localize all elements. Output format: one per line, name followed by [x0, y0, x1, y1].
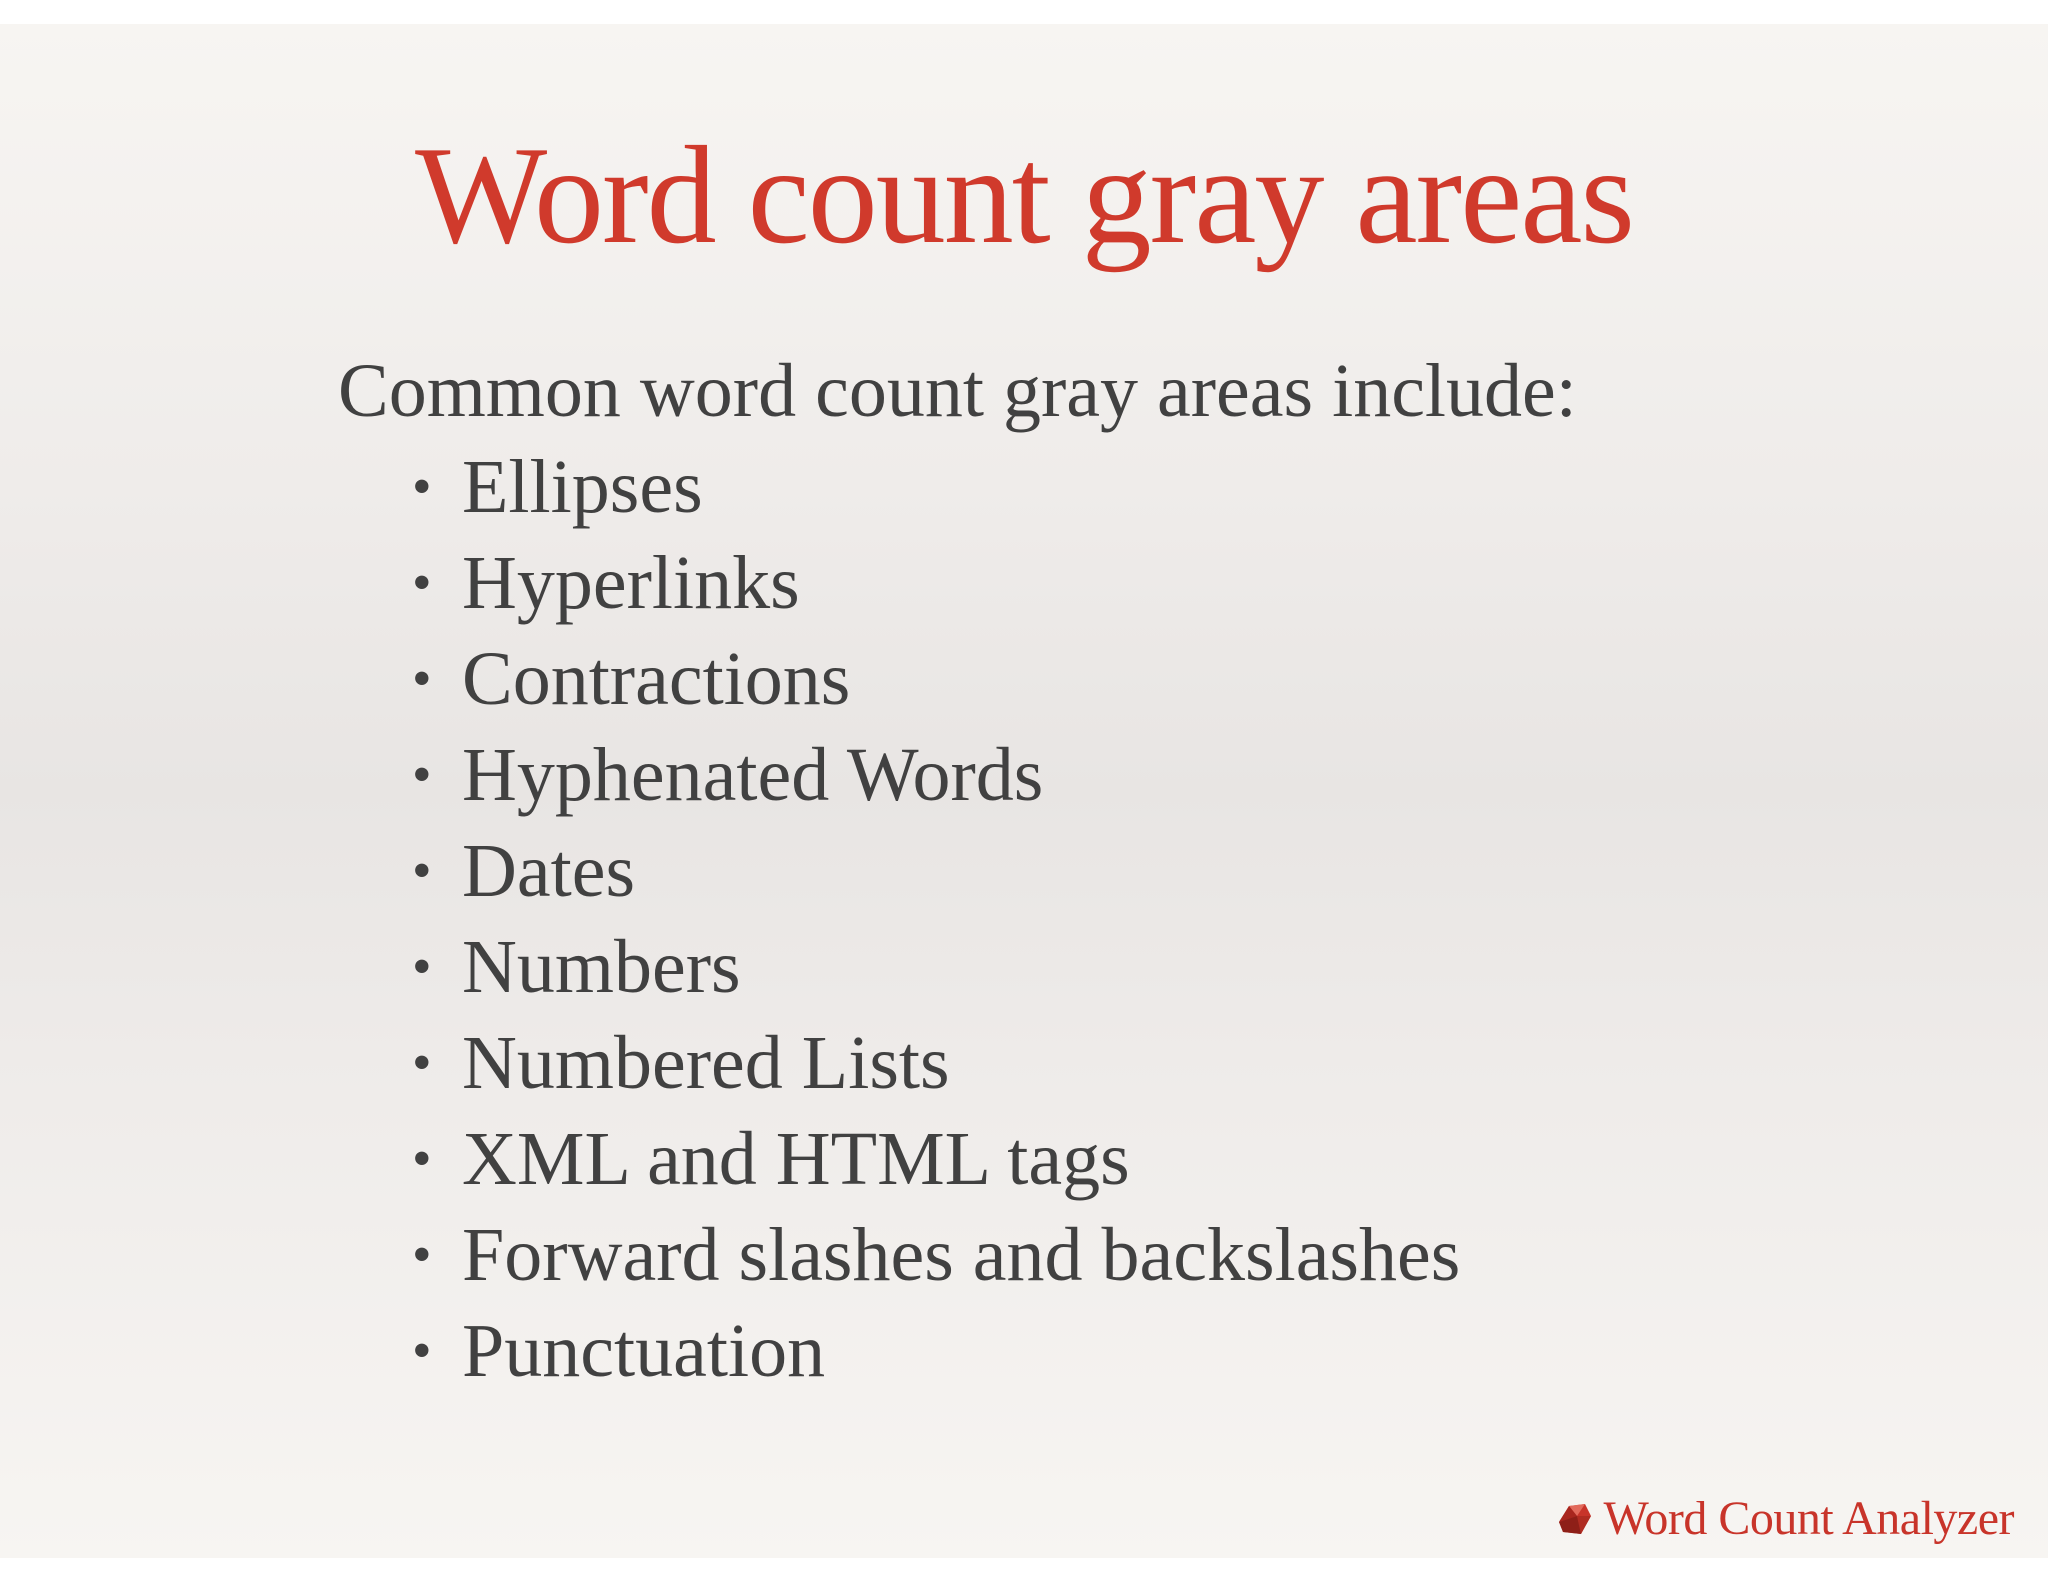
bullet-icon: •: [412, 1032, 432, 1094]
bullet-icon: •: [412, 552, 432, 614]
bullet-list: [412, 439, 1460, 1399]
list-item-label: Dates: [462, 829, 636, 913]
list-item-label: Numbers: [462, 925, 741, 1009]
bullet-icon: •: [412, 1224, 432, 1286]
bullet-icon: •: [412, 648, 432, 710]
bullet-icon: •: [412, 744, 432, 806]
list-item: [412, 727, 1460, 823]
list-item-label: Contractions: [462, 637, 851, 721]
list-item: [412, 631, 1460, 727]
list-item-label: Hyperlinks: [462, 541, 800, 625]
intro-text: Common word count gray areas include:: [338, 349, 1577, 433]
bullet-icon: •: [412, 936, 432, 998]
brand-footer: [1555, 1491, 2014, 1546]
bullet-icon: •: [412, 840, 432, 902]
list-item: [412, 1207, 1460, 1303]
bullet-icon: •: [412, 1128, 432, 1190]
red-gem-logo-icon: [1555, 1502, 1593, 1536]
list-item: [412, 1303, 1460, 1399]
list-item: [412, 823, 1460, 919]
list-item-label: Numbered Lists: [462, 1021, 950, 1105]
list-item-label: Ellipses: [462, 445, 703, 529]
list-item-label: Forward slashes and backslashes: [462, 1213, 1461, 1297]
list-item-label: Punctuation: [462, 1309, 826, 1393]
bullet-icon: •: [412, 1320, 432, 1382]
list-item: [412, 439, 1460, 535]
bullet-icon: •: [412, 456, 432, 518]
slide: [0, 24, 2048, 1558]
list-item-label: XML and HTML tags: [462, 1117, 1130, 1201]
list-item: [412, 1111, 1460, 1207]
slide-title: Word count gray areas: [415, 118, 1633, 273]
brand-name: Word Count Analyzer: [1603, 1492, 2014, 1545]
list-item: [412, 535, 1460, 631]
list-item: [412, 1015, 1460, 1111]
list-item-label: Hyphenated Words: [462, 733, 1044, 817]
list-item: [412, 919, 1460, 1015]
